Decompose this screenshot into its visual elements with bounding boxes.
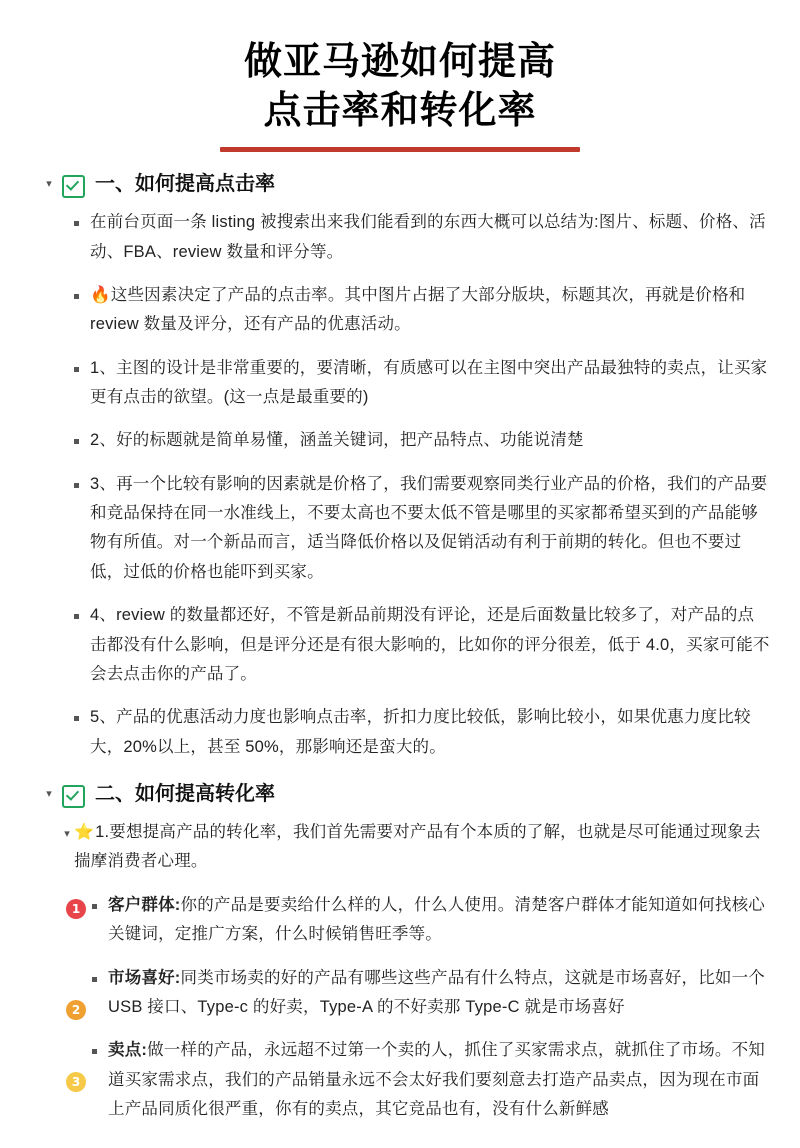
page-title — [30, 38, 770, 152]
section-two — [30, 780, 770, 1124]
list-item-body: 做一样的产品，永远超不过第一个卖的人，抓住了买家需求点，就抓住了市场。不知道买家需求点，我们的产品销量永远不会太好我们要刻意去打造产品卖点，因为现在市面上产品同质化很严重，你有的卖点，其它竞品也有，没有什么新鲜感 — [108, 1041, 766, 1118]
section-one-title: 一、如何提高点击率 — [95, 173, 275, 196]
list-item — [30, 601, 770, 689]
bullet-square-icon — [92, 904, 97, 909]
list-item-label: 客户群体: — [108, 895, 181, 914]
title-underline — [220, 147, 580, 152]
list-item-label: 市场喜好: — [108, 968, 181, 987]
bullet-square-icon — [74, 221, 79, 226]
list-item-label: 卖点: — [108, 1041, 148, 1060]
list-item-text: 4、review 的数量都还好，不管是新品前期没有评论，还是后面数量比较多了，对产品的点击都没有什么影响，但是评分还是有很大影响的，比如你的评分很差，低于 4.0，买家可能不会去点击你的产品了。 — [90, 606, 770, 683]
chevron-down-icon[interactable]: ▾ — [64, 828, 70, 840]
star-icon: ⭐ — [74, 824, 95, 841]
title-line-2: 点击率和转化率 — [263, 89, 537, 132]
section-two-header[interactable] — [30, 780, 770, 808]
bullet-square-icon — [92, 977, 97, 982]
bullet-square-icon — [74, 483, 79, 488]
bullet-square-icon — [74, 367, 79, 372]
section-one-list — [30, 208, 770, 762]
green-check-icon — [62, 175, 85, 198]
number-badge-3: 3 — [66, 1072, 86, 1092]
list-item-text: 在前台页面一条 listing 被搜索出来我们能看到的东西大概可以总结为:图片、标题、价格、活动、FBA、review 数量和评分等。 — [90, 213, 766, 261]
section-two-title: 二、如何提高转化率 — [95, 783, 275, 805]
list-item-text: 🔥这些因素决定了产品的点击率。其中图片占据了大部分版块，标题其次，再就是价格和 review 数量及评分，还有产品的优惠活动。 — [90, 285, 746, 334]
list-item-body: 同类市场卖的好的产品有哪些这些产品有什么特点，这就是市场喜好，比如一个 USB 接口、Type-c 的好卖，Type-A 的不好卖那 Type-C 就是市场喜好 — [108, 968, 765, 1016]
list-item — [30, 964, 770, 1023]
list-item — [30, 354, 770, 413]
bullet-square-icon — [74, 614, 79, 619]
list-item-text — [108, 891, 770, 950]
starred-item — [30, 818, 770, 877]
list-item-text: 5、产品的优惠活动力度也影响点击率，折扣力度比较低，影响比较小，如果优惠力度比较大，20%以上，甚至 50%，那影响还是蛮大的。 — [90, 708, 751, 756]
starred-text: 1.要想提高产品的转化率，我们首先需要对产品有个本质的了解，也就是尽可能通过现象去揣摩消费者心理。 — [74, 823, 761, 871]
list-item — [30, 208, 770, 267]
list-item — [30, 426, 770, 455]
title-line-1: 做亚马逊如何提高 — [243, 41, 556, 83]
list-item — [30, 891, 770, 950]
list-item-text — [108, 1036, 770, 1124]
list-item — [30, 703, 770, 762]
green-check-icon — [62, 785, 85, 808]
chevron-down-icon[interactable]: ▾ — [46, 178, 52, 191]
list-item — [30, 1036, 770, 1124]
chevron-down-icon[interactable]: ▾ — [46, 788, 52, 800]
bullet-square-icon — [74, 294, 79, 299]
number-badge-2: 2 — [66, 1000, 86, 1020]
list-item-text: 2、好的标题就是简单易懂，涵盖关键词，把产品特点、功能说清楚 — [90, 431, 584, 450]
list-item — [30, 470, 770, 587]
number-badge-1: 1 — [66, 899, 86, 919]
starred-item-text — [74, 818, 770, 877]
section-one — [30, 170, 770, 762]
section-one-header[interactable] — [30, 170, 770, 198]
bullet-square-icon — [74, 716, 79, 721]
list-item-text: 3、再一个比较有影响的因素就是价格了，我们需要观察同类行业产品的价格，我们的产品要和竞品保持在同一水准线上，不要太高也不要太低不管是哪里的买家都希望买到的产品能够物有所值。对一个新品而言，适当降低价格以及促销活动有利于前期的转化。但也不要过低，过低的价格也能吓到买家。 — [90, 474, 768, 581]
list-item-text — [108, 964, 770, 1023]
list-item-text: 1、主图的设计是非常重要的，要清晰，有质感可以在主图中突出产品最独特的卖点，让买家更有点击的欲望。(这一点是最重要的) — [90, 358, 768, 407]
bullet-square-icon — [92, 1049, 97, 1054]
list-item-body: 你的产品是要卖给什么样的人，什么人使用。清楚客户群体才能知道如何找核心关键词，定推广方案，什么时候销售旺季等。 — [108, 895, 765, 944]
list-item — [30, 281, 770, 340]
bullet-square-icon — [74, 439, 79, 444]
